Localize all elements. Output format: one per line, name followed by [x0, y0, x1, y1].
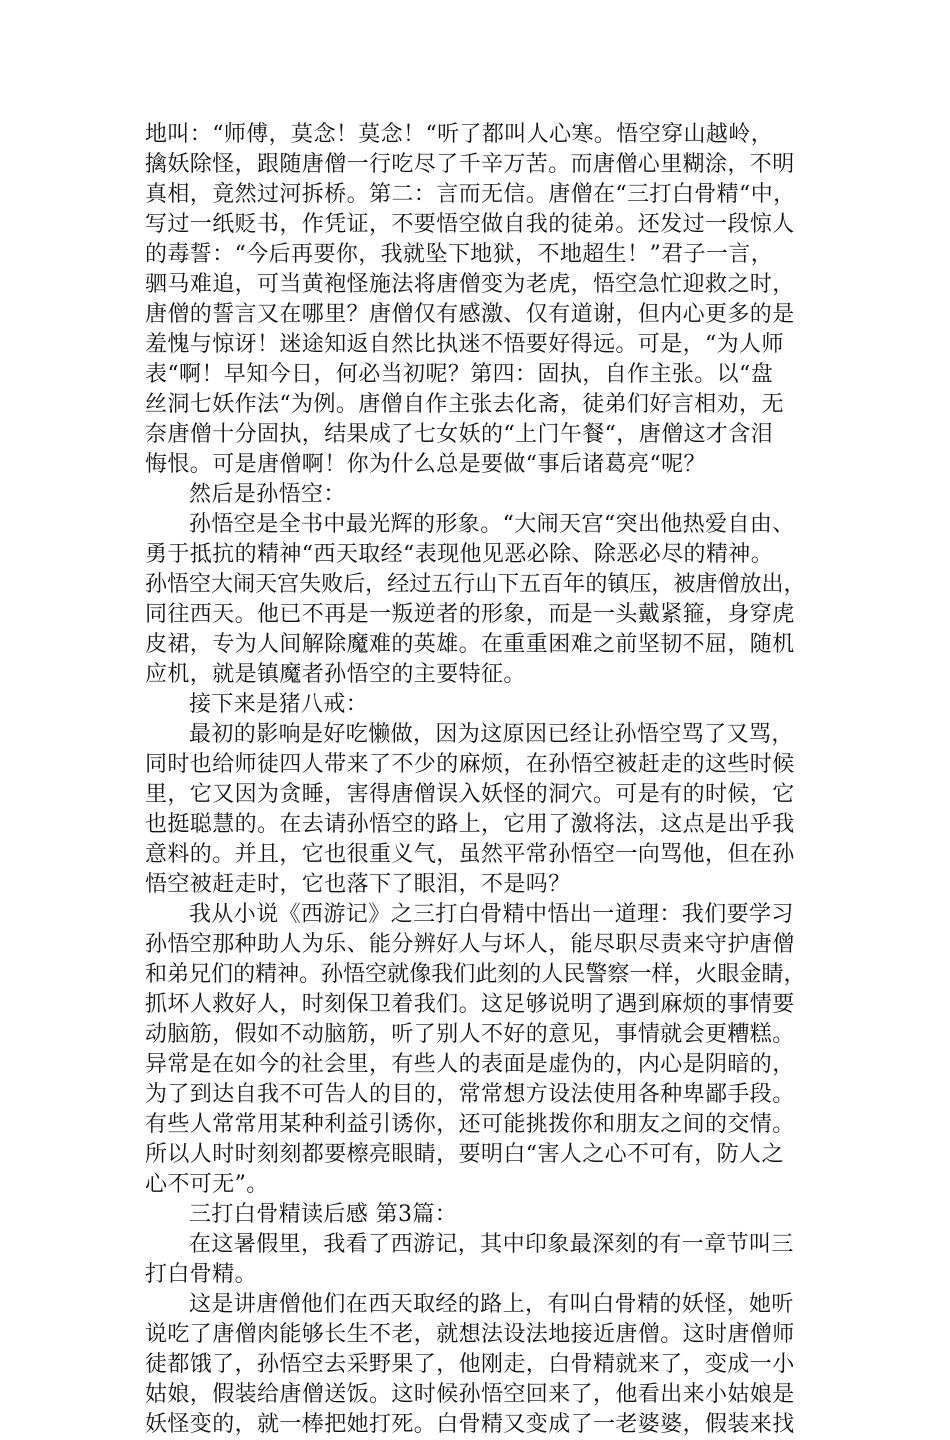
text-line: 的毒誓：“今后再要你，我就坠下地狱，不地超生！”君子一言， — [145, 242, 774, 267]
text-line: 抓坏人救好人，时刻保卫着我们。这足够说明了遇到麻烦的事情要 — [145, 992, 795, 1017]
text-line: 妖怪变的，就一棒把她打死。白骨精又变成了一老婆婆，假装来找 — [145, 1412, 795, 1437]
text-line: 羞愧与惊讶！迷途知返自然比执迷不悟要好得远。可是，“为人师 — [145, 332, 784, 357]
text-line: 表“啊！早知今日，何必当初呢？第四：固执，自作主张。以“盘 — [145, 362, 774, 387]
text-line: 地叫：“师傅，莫念！莫念！“听了都叫人心寒。悟空穿山越岭， — [145, 122, 774, 147]
text-line: 勇于抵抗的精神“西天取经“表现他见恶必除、除恶必尽的精神。 — [145, 542, 774, 567]
text-line: 应机，就是镇魔者孙悟空的主要特征。 — [145, 662, 526, 687]
text-line: 意料的。并且，它也很重义气，虽然平常孙悟空一向骂他，但在孙 — [145, 842, 795, 867]
text-line: 唐僧的誓言又在哪里？唐僧仅有感激、仅有道谢，但内心更多的是 — [145, 302, 795, 327]
text-line: 丝洞七妖作法“为例。唐僧自作主张去化斋，徒弟们好言相劝，无 — [145, 392, 784, 417]
text-line: 说吃了唐僧肉能够长生不老，就想法设法地接近唐僧。这时唐僧师 — [145, 1322, 795, 1347]
text-line: 写过一纸贬书，作凭证，不要悟空做自我的徒弟。还发过一段惊人 — [145, 212, 795, 237]
text-line: 悟空被赶走时，它也落下了眼泪，不是吗？ — [145, 872, 571, 897]
text-line: 打白骨精。 — [145, 1262, 258, 1287]
text-line: 这是讲唐僧他们在西天取经的路上，有叫白骨精的妖怪，她听 — [189, 1292, 794, 1317]
text-line: 也挺聪慧的。在去请孙悟空的路上，它用了激将法，这点是出乎我 — [145, 812, 795, 837]
text-line: 为了到达自我不可告人的目的，常常想方设法使用各种卑鄙手段。 — [145, 1082, 795, 1107]
text-line: 心不可无”。 — [145, 1172, 269, 1197]
text-line: 擒妖除怪，跟随唐僧一行吃尽了千辛万苦。而唐僧心里糊涂，不明 — [145, 152, 795, 177]
text-line: 皮裙，专为人间解除魔难的英雄。在重重困难之前坚韧不屈，随机 — [145, 632, 795, 657]
text-line: 同时也给师徒四人带来了不少的麻烦，在孙悟空被赶走的这些时候 — [145, 752, 795, 777]
text-line: 悔恨。可是唐僧啊！你为什么总是要做“事后诸葛亮“呢？ — [145, 452, 706, 477]
text-line: 孙悟空大闹天宫失败后，经过五行山下五百年的镇压，被唐僧放出， — [145, 572, 806, 597]
text-line: 三打白骨精读后感 第3篇： — [189, 1202, 458, 1227]
text-line: 驷马难追，可当黄袍怪施法将唐僧变为老虎，悟空急忙迎救之时， — [145, 272, 795, 297]
text-line: 真相，竟然过河拆桥。第二：言而无信。唐僧在“三打白骨精“中， — [145, 182, 796, 207]
text-line: 里，它又因为贪睡，害得唐僧误入妖怪的洞穴。可是有的时候，它 — [145, 782, 795, 807]
text-line: 徒都饿了，孙悟空去采野果了，他刚走，白骨精就来了，变成一小 — [145, 1352, 795, 1377]
text-line: 然后是孙悟空： — [189, 482, 346, 507]
text-line: 同往西天。他已不再是一叛逆者的形象，而是一头戴紧箍，身穿虎 — [145, 602, 795, 627]
text-line: 异常是在如今的社会里，有些人的表面是虚伪的，内心是阴暗的， — [145, 1052, 795, 1077]
text-line: 孙悟空是全书中最光辉的形象。“大闹天宫“突出他热爱自由、 — [189, 512, 795, 537]
text-line: 奈唐僧十分固执，结果成了七女妖的“上门午餐“，唐僧这才含泪 — [145, 422, 774, 447]
text-line: 所以人时时刻刻都要檫亮眼睛，要明白“害人之心不可有，防人之 — [145, 1142, 784, 1167]
document-body — [145, 120, 807, 1440]
text-line: 最初的影响是好吃懒做，因为这原因已经让孙悟空骂了又骂， — [189, 722, 794, 747]
text-line: 和弟兄们的精神。孙悟空就像我们此刻的人民警察一样，火眼金睛， — [145, 962, 806, 987]
text-line: 姑娘，假装给唐僧送饭。这时候孙悟空回来了，他看出来小姑娘是 — [145, 1382, 795, 1407]
text-line: 动脑筋，假如不动脑筋，听了别人不好的意见，事情就会更糟糕。 — [145, 1022, 795, 1047]
text-line: 有些人常常用某种利益引诱你，还可能挑拨你和朋友之间的交情。 — [145, 1112, 795, 1137]
text-line: 接下来是猪八戒： — [189, 692, 369, 717]
text-line: 在这暑假里，我看了西游记，其中印象最深刻的有一章节叫三 — [189, 1232, 794, 1257]
text-line: 我从小说《西游记》之三打白骨精中悟出一道理：我们要学习 — [189, 902, 794, 927]
text-line: 孙悟空那种助人为乐、能分辨好人与坏人，能尽职尽责来守护唐僧 — [145, 932, 795, 957]
